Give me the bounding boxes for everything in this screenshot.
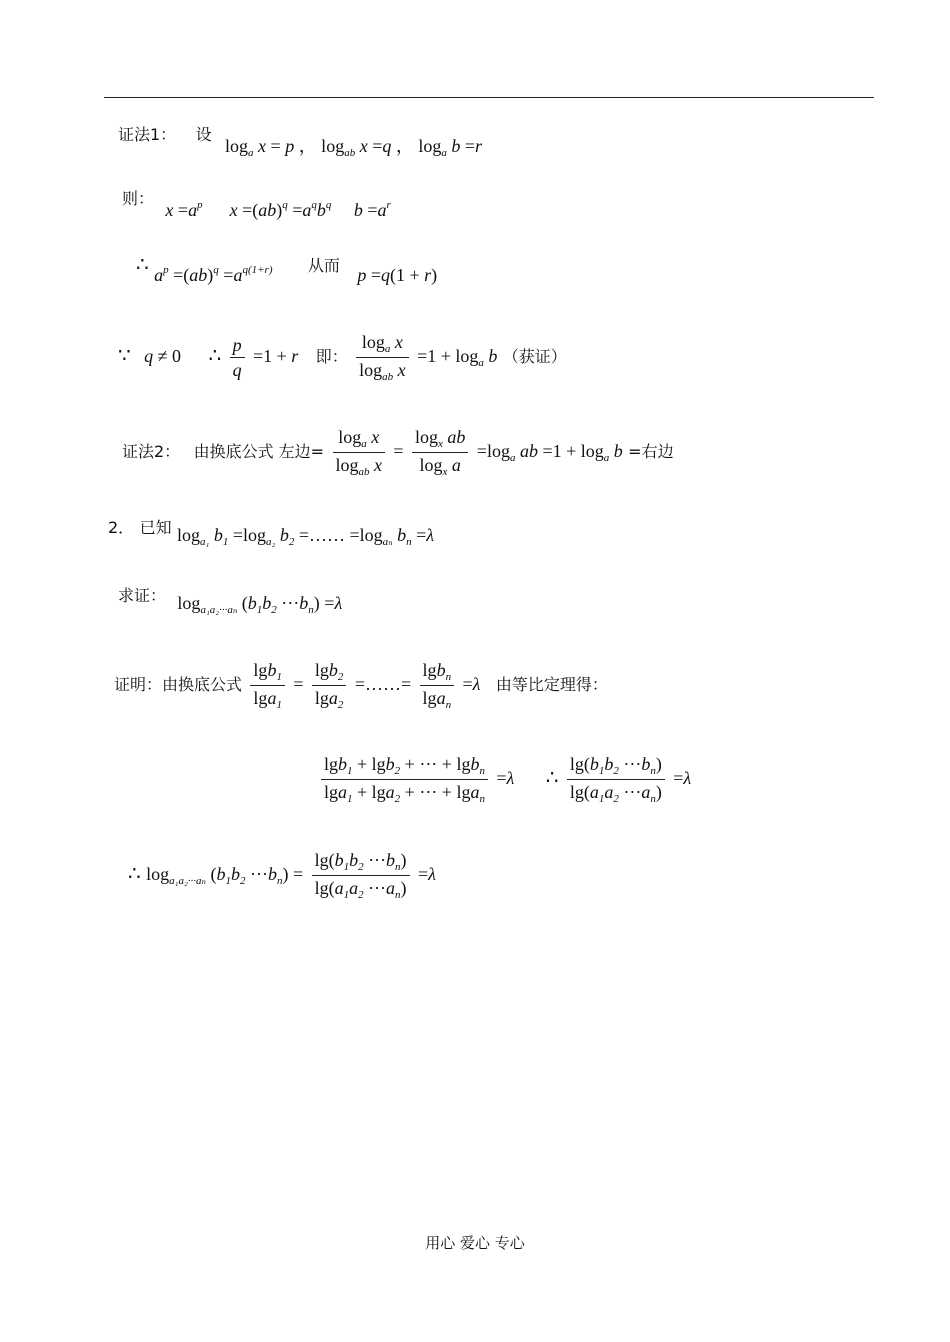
ie-text: 即： <box>315 347 348 366</box>
proof2-result: $=\log_a$ ab $=1 + \log_a b$ <box>476 441 623 464</box>
problem2-proof-line: 证明：由换底公式 $\frac{\lg b_1}{\lg a_1}$ = $\frac{\lg b_2}{\lg a_2}$ =……= $\frac{\lg b_n}{\lg a_n}$ =λ 由等比定理得： <box>114 660 608 711</box>
therefore-symbol-4: ∴ <box>128 861 141 885</box>
thus-equation: p =q(1 + r) <box>357 265 438 285</box>
sum-frac: $\frac{\lg b_1 + \lg b_2 + \cdot\cdot\cdot + \lg b_n}{\lg a_1 + \lg a_2 + \cdot\cdot\cdot + \lg a_n}$ <box>321 752 488 807</box>
proof2-line: 证法2： 由换底公式 左边= $\frac{\log_a x}{\log_{ab} x}$ = $\frac{\log_x ab}{\log_x a}$ $=\log_a$ ab $=1 + \log_a b$ =右边 <box>122 427 674 478</box>
because-symbol: ∵ <box>118 343 131 367</box>
proof2-label: 证法2： <box>122 442 181 461</box>
therefore-symbol-3: ∴ <box>545 765 559 789</box>
therefore-line <box>136 252 438 285</box>
therefore-symbol-2: ∴ <box>208 343 222 367</box>
proof-frac2: $\frac{\lg b_2}{\lg a_2}$ <box>312 658 347 713</box>
because-line <box>118 330 567 385</box>
problem2-prove-line <box>118 583 343 616</box>
p-over-q: $\frac{p}{q}$ <box>230 333 245 382</box>
therefore-equation: $a^p =(ab)^q =a^{q(1+r)}$ <box>154 264 273 285</box>
proof1-defs: $\log_a x = p$ ， $\log_{ab} x =q$ ， $\log_a b =r$ <box>225 136 483 159</box>
thus-text: 从而 <box>307 256 340 275</box>
page-footer: 用心 爱心 专心 <box>425 1234 525 1252</box>
then-label: 则： <box>122 189 155 208</box>
proof2-frac1: $\frac{\log_a x}{\log_{ab} x}$ <box>333 425 386 480</box>
right-side: =右边 <box>628 442 674 461</box>
one-plus-r: =1 + r <box>252 346 299 366</box>
ratio-text: 由等比定理得： <box>495 675 608 694</box>
problem2-number: 2． <box>108 518 135 537</box>
then-equations: $x =a^p$ $x =(ab)^q =a^qb^q$ $b =a^r$ <box>165 199 391 220</box>
product-frac: $\frac{\lg(b_1b_2 \cdot\cdot\cdot b_n)}{\lg(a_1a_2 \cdot\cdot\cdot a_n)}$ <box>567 752 665 807</box>
proof-frac-n: $\frac{\lg b_n}{\lg a_n}$ <box>420 658 455 713</box>
log-result: $=1 + \log_a b$ <box>417 346 498 369</box>
sum-ratio-line: $\frac{\lg b_1 + \lg b_2 + \cdot\cdot\cdot + \lg b_n}{\lg a_1 + \lg a_2 + \cdot\cdot\cdot + \lg a_n}$ =λ ∴ $\frac{\lg(b_1b_2 \cdot\cdot\cdot b_n)}{\lg(a_1a_2 \cdot\cdot\cdot a_n)}$ =λ <box>318 752 691 807</box>
therefore-symbol: ∴ <box>136 252 149 276</box>
conclusion-lhs: $\log_{a_1a_2\cdot\cdot\cdot a_n} (b_1b_2 \cdot\cdot\cdot b_n)$ = <box>146 864 304 887</box>
conclusion-line: ∴ $\log_{a_1a_2\cdot\cdot\cdot a_n} (b_1b_2 \cdot\cdot\cdot b_n)$ = $\frac{\lg(b_1b_2 \cdot\cdot\cdot b_n)}{\lg(a_1a_2 \cdot\cdot\cdot a_n)}$ =λ <box>128 850 436 901</box>
then-line <box>122 186 391 220</box>
proof-frac1: $\frac{\lg b_1}{\lg a_1}$ <box>250 658 285 713</box>
proof-label: 证明：由换底公式 <box>114 675 243 694</box>
proven-text: （获证） <box>502 347 567 366</box>
conclusion-frac: $\frac{\lg(b_1b_2 \cdot\cdot\cdot b_n)}{\lg(a_1a_2 \cdot\cdot\cdot a_n)}$ <box>312 848 410 903</box>
proof1-label: 证法1： <box>118 125 177 144</box>
proof1-line <box>118 120 483 159</box>
prove-label: 求证： <box>118 586 167 605</box>
proof2-frac2: $\frac{\log_x ab}{\log_x a}$ <box>412 425 468 480</box>
log-ratio: $\frac{\log_a x}{\log_{ab} x}$ <box>356 330 409 385</box>
header-rule <box>104 97 874 98</box>
proof1-let: 设 <box>195 125 212 144</box>
problem2-given: 已知 <box>139 518 172 537</box>
problem2-given-eq: $\log_{a_1} b_1 =\log_{a_2}$ $b_2$ =…… $=\log_{a_n}$ $b_n =\lambda$ <box>177 525 435 548</box>
problem2-given-line <box>108 515 435 548</box>
prove-eq: $\log_{a_1a_2\cdot\cdot\cdot a_n} (b_1b_2 \cdot\cdot\cdot b_n) =\lambda$ <box>177 593 343 616</box>
proof2-text: 由换底公式 左边= <box>193 442 325 461</box>
q-nonzero: q ≠ 0 <box>144 346 182 366</box>
